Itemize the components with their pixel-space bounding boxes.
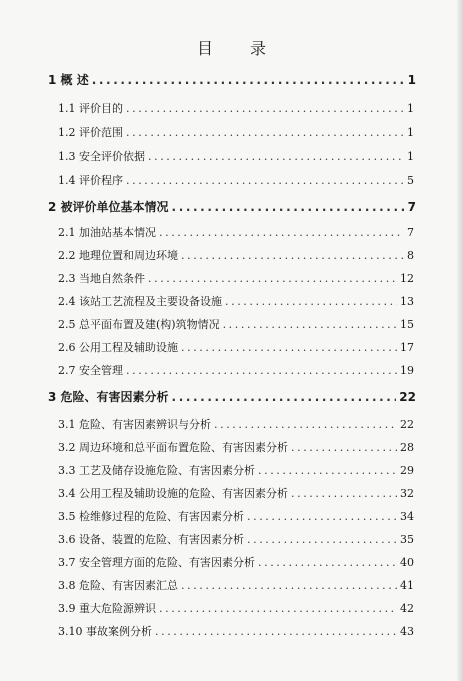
toc-label: 3.5 检维修过程的危险、有害因素分析 [58, 510, 244, 523]
toc-chapter-2[interactable] [48, 198, 416, 215]
toc-label: 3.3 工艺及储存设施危险、有害因素分析 [58, 464, 255, 477]
toc-page-number: 5 [407, 174, 414, 187]
toc-label: 3 危险、有害因素分析 [48, 390, 169, 404]
toc-item-3-3[interactable] [58, 462, 414, 478]
toc-label: 2.5 总平面布置及建(构)筑物情况 [58, 318, 220, 331]
toc-item-2-4[interactable] [58, 293, 414, 309]
toc-item-2-5[interactable] [58, 316, 414, 332]
toc-page-number: 35 [400, 533, 414, 546]
toc-page-number: 1 [407, 150, 414, 163]
leader-dots [181, 579, 397, 592]
toc-label: 3.7 安全管理方面的危险、有害因素分析 [58, 556, 255, 569]
toc-page-number: 1 [407, 126, 414, 139]
leader-dots [159, 226, 404, 239]
toc-item-3-10[interactable] [58, 623, 414, 639]
toc-page-number: 34 [400, 510, 414, 523]
toc-page-number: 40 [400, 556, 414, 569]
page-title: 目 录 [196, 39, 283, 58]
toc-item-1-4[interactable] [58, 172, 414, 188]
toc-page-number: 41 [400, 579, 414, 592]
toc-label: 2.6 公用工程及辅助设施 [58, 341, 178, 354]
toc-label: 2 被评价单位基本情况 [48, 200, 169, 214]
toc-page-number: 17 [400, 341, 414, 354]
toc-label: 1 概 述 [48, 73, 89, 87]
leader-dots [247, 510, 397, 523]
leader-dots [214, 418, 397, 431]
toc-label: 2.3 当地自然条件 [58, 272, 145, 285]
toc-item-2-1[interactable] [58, 224, 414, 240]
toc-label: 1.1 评价目的 [58, 102, 123, 115]
toc-item-3-6[interactable] [58, 531, 414, 547]
toc-page-number: 1 [407, 102, 414, 115]
toc-label: 3.4 公用工程及辅助设施的危险、有害因素分析 [58, 487, 288, 500]
leader-dots [159, 602, 397, 615]
toc-page-number: 19 [400, 364, 414, 377]
toc-page-number: 15 [400, 318, 414, 331]
toc-page-number: 13 [400, 295, 414, 308]
leader-dots [291, 487, 397, 500]
toc-item-3-5[interactable] [58, 508, 414, 524]
toc-chapter-1[interactable] [48, 71, 416, 88]
toc-page-number: 42 [400, 602, 414, 615]
toc-page-number: 29 [400, 464, 414, 477]
toc-label: 2.4 该站工艺流程及主要设备设施 [58, 295, 222, 308]
toc-label: 1.4 评价程序 [58, 174, 123, 187]
toc-label: 1.3 安全评价依据 [58, 150, 145, 163]
toc-page-number: 1 [407, 73, 416, 87]
leader-dots [126, 126, 404, 139]
leader-dots [148, 272, 397, 285]
toc-item-3-1[interactable] [58, 416, 414, 432]
leader-dots [126, 174, 404, 187]
toc-item-1-3[interactable] [58, 148, 414, 164]
toc-page-number: 12 [400, 272, 414, 285]
toc-page-number: 22 [399, 390, 416, 404]
toc-item-3-2[interactable] [58, 439, 414, 455]
toc-item-2-7[interactable] [58, 362, 414, 378]
toc-page-number: 28 [400, 441, 414, 454]
toc-item-3-4[interactable] [58, 485, 414, 501]
leader-dots [148, 150, 404, 163]
toc-label: 3.10 事故案例分析 [58, 625, 152, 638]
toc-label: 3.1 危险、有害因素辨识与分析 [58, 418, 211, 431]
leader-dots [258, 556, 397, 569]
leader-dots [291, 441, 397, 454]
toc-label: 3.8 危险、有害因素汇总 [58, 579, 178, 592]
toc-item-3-7[interactable] [58, 554, 414, 570]
leader-dots [258, 464, 397, 477]
toc-page-number: 43 [400, 625, 414, 638]
toc-label: 3.2 周边环境和总平面布置危险、有害因素分析 [58, 441, 288, 454]
leader-dots [92, 73, 405, 87]
toc-label: 2.7 安全管理 [58, 364, 123, 377]
leader-dots [181, 249, 404, 262]
leader-dots [172, 390, 397, 404]
toc-page-number: 22 [400, 418, 414, 431]
toc-item-3-9[interactable] [58, 600, 414, 616]
toc-label: 3.9 重大危险源辨识 [58, 602, 156, 615]
leader-dots [172, 200, 405, 214]
toc-item-2-6[interactable] [58, 339, 414, 355]
toc-item-2-3[interactable] [58, 270, 414, 286]
toc-label: 2.2 地理位置和周边环境 [58, 249, 178, 262]
toc-label: 1.2 评价范围 [58, 126, 123, 139]
toc-item-3-8[interactable] [58, 577, 414, 593]
toc-item-1-2[interactable] [58, 124, 414, 140]
leader-dots [225, 295, 397, 308]
leader-dots [126, 102, 404, 115]
toc-item-2-2[interactable] [58, 247, 414, 263]
leader-dots [181, 341, 397, 354]
leader-dots [126, 364, 397, 377]
toc-page-number: 7 [407, 226, 414, 239]
toc-page-number: 8 [407, 249, 414, 262]
leader-dots [223, 318, 397, 331]
toc-item-1-1[interactable] [58, 100, 414, 116]
toc-label: 2.1 加油站基本情况 [58, 226, 156, 239]
toc-page-number: 7 [407, 200, 416, 214]
leader-dots [155, 625, 397, 638]
toc-chapter-3[interactable] [48, 388, 416, 405]
toc-page-number: 32 [400, 487, 414, 500]
leader-dots [247, 533, 397, 546]
toc-label: 3.6 设备、装置的危险、有害因素分析 [58, 533, 244, 546]
